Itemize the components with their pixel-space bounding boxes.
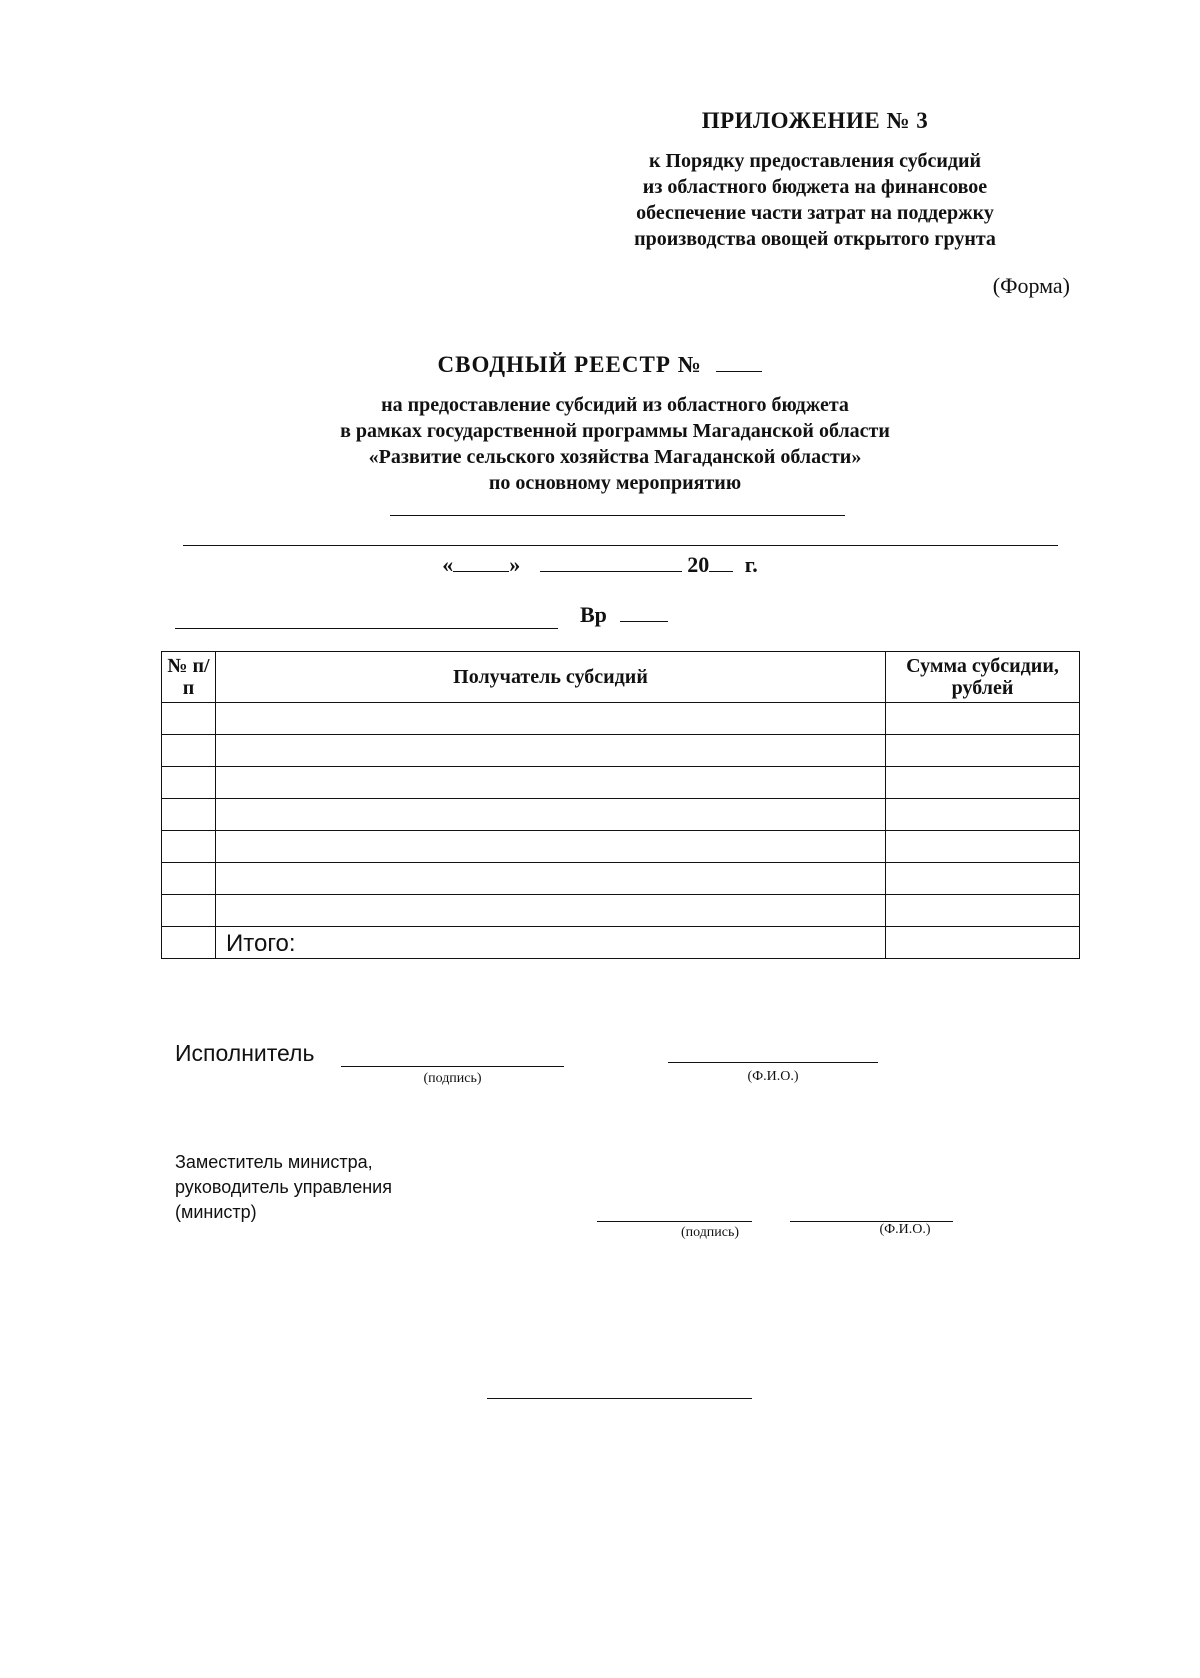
deputy-signature-line[interactable]	[597, 1221, 752, 1222]
deputy-signature-caption: (подпись)	[680, 1225, 740, 1240]
register-subtitle-line: по основному мероприятию	[488, 472, 742, 494]
table-total-row	[162, 927, 1080, 959]
appendix-line: обеспечение части затрат на поддержку	[636, 202, 994, 224]
header-recipient: Получатель субсидий	[216, 652, 886, 703]
amount-cell[interactable]	[886, 735, 1080, 767]
executor-label: Исполнитель	[175, 1040, 315, 1066]
table-row	[162, 895, 1080, 927]
recipient-cell[interactable]	[216, 863, 886, 895]
recipient-cell[interactable]	[216, 895, 886, 927]
amount-cell[interactable]	[886, 863, 1080, 895]
appendix-line: производства овощей открытого грунта	[634, 228, 996, 250]
amount-cell[interactable]	[886, 831, 1080, 863]
table-row	[162, 767, 1080, 799]
deputy-label	[175, 1150, 392, 1225]
year-prefix: 20	[687, 552, 710, 577]
executor-name-line[interactable]	[668, 1062, 878, 1063]
executor-signature-caption: (подпись)	[423, 1071, 482, 1086]
vr-blank[interactable]	[620, 621, 668, 622]
amount-cell[interactable]	[886, 767, 1080, 799]
total-number-cell[interactable]	[162, 927, 216, 959]
number-cell[interactable]	[162, 895, 216, 927]
recipient-cell[interactable]	[216, 735, 886, 767]
register-number-blank[interactable]	[716, 371, 762, 372]
number-cell[interactable]	[162, 863, 216, 895]
executor-name-caption: (Ф.И.О.)	[747, 1069, 799, 1084]
executor-signature-line[interactable]	[341, 1066, 564, 1067]
deputy-label-line: Заместитель министра,	[175, 1152, 373, 1172]
day-blank[interactable]	[453, 571, 509, 572]
header-number: № п/п	[162, 652, 216, 703]
number-cell[interactable]	[162, 703, 216, 735]
date-close-quote: »	[509, 552, 521, 577]
recipient-cell[interactable]	[216, 831, 886, 863]
vr-row	[580, 602, 668, 628]
table-row	[162, 831, 1080, 863]
total-label: Итого:	[216, 927, 886, 959]
register-subtitle-line: «Развитие сельского хозяйства Магаданской области»	[368, 446, 862, 468]
recipient-cell[interactable]	[216, 703, 886, 735]
deputy-label-line: (министр)	[175, 1202, 257, 1222]
amount-cell[interactable]	[886, 895, 1080, 927]
table-row	[162, 703, 1080, 735]
form-label: (Форма)	[992, 273, 1070, 298]
header-amount: Сумма субсидии, рублей	[886, 652, 1080, 703]
bottom-divider	[487, 1398, 752, 1399]
table-body	[162, 703, 1080, 959]
recipient-cell[interactable]	[216, 799, 886, 831]
register-title-row	[330, 352, 870, 378]
table-header-row	[162, 652, 1080, 703]
number-cell[interactable]	[162, 767, 216, 799]
table-row	[162, 863, 1080, 895]
deputy-label-line: руководитель управления	[175, 1177, 392, 1197]
date-open-quote: «	[442, 552, 454, 577]
table-row	[162, 799, 1080, 831]
organization-blank[interactable]	[175, 628, 558, 629]
number-cell[interactable]	[162, 799, 216, 831]
amount-cell[interactable]	[886, 703, 1080, 735]
appendix-line: к Порядку предоставления субсидий	[648, 150, 982, 172]
register-subtitle-line: на предоставление субсидий из областного бюджета	[381, 394, 849, 416]
year-suffix: г.	[744, 552, 758, 577]
date-row	[300, 552, 900, 578]
register-table	[161, 651, 1080, 959]
deputy-name-caption: (Ф.И.О.)	[879, 1222, 931, 1237]
number-cell[interactable]	[162, 735, 216, 767]
year-blank[interactable]	[709, 571, 733, 572]
register-subtitle	[220, 392, 1010, 496]
register-subtitle-line: в рамках государственной программы Магаданской области	[340, 420, 890, 442]
number-cell[interactable]	[162, 831, 216, 863]
appendix-subtitle	[600, 148, 1030, 252]
appendix-block	[600, 108, 1030, 252]
month-blank[interactable]	[540, 571, 682, 572]
amount-cell[interactable]	[886, 799, 1080, 831]
register-title: СВОДНЫЙ РЕЕСТР №	[437, 352, 702, 377]
total-amount-cell[interactable]	[886, 927, 1080, 959]
table-row	[162, 735, 1080, 767]
full-width-blank[interactable]	[183, 545, 1058, 546]
appendix-line: из областного бюджета на финансовое	[642, 176, 988, 198]
appendix-title: ПРИЛОЖЕНИЕ № 3	[701, 108, 929, 133]
vr-label: Вр	[580, 602, 607, 627]
measure-name-blank[interactable]	[390, 515, 845, 516]
recipient-cell[interactable]	[216, 767, 886, 799]
